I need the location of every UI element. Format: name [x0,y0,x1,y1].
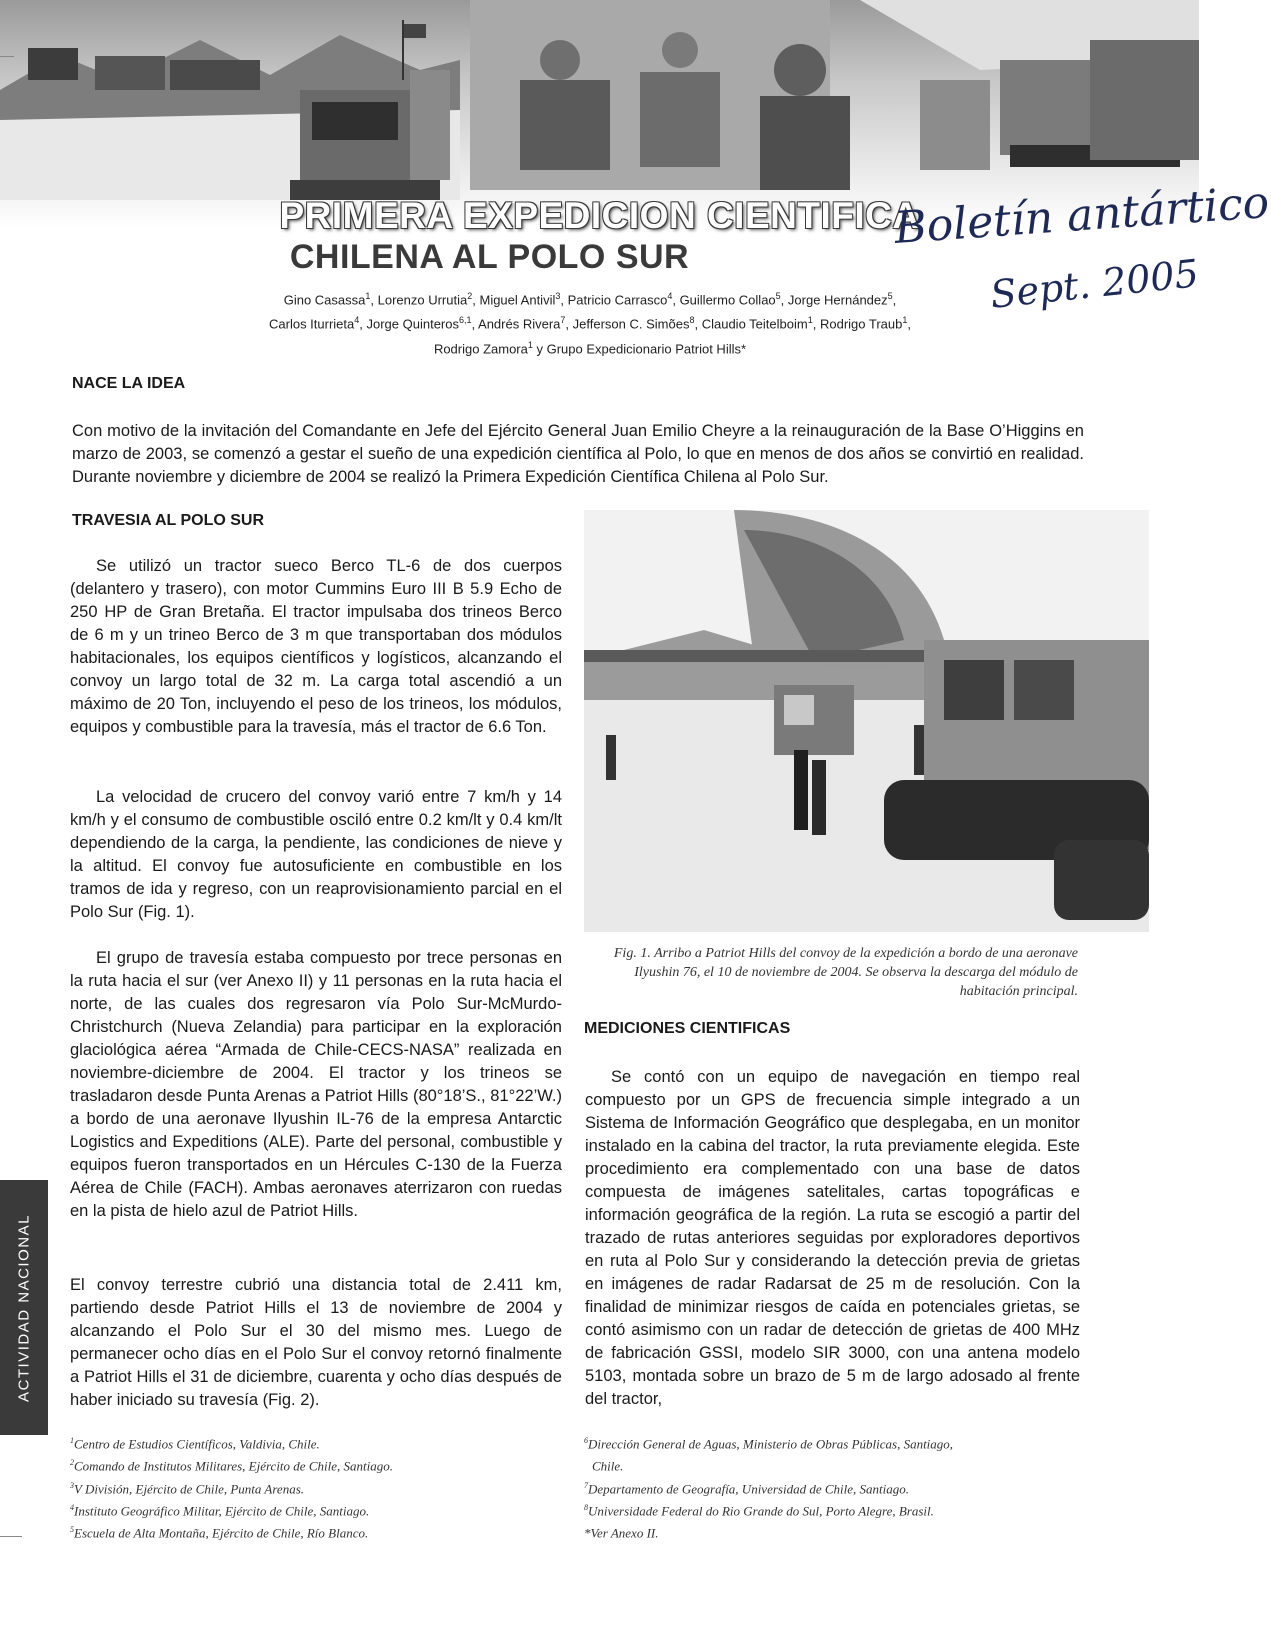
author-name: Andrés Rivera [478,316,561,332]
author-name: Carlos Iturrieta [269,316,355,332]
title-line-1: PRIMERA EXPEDICION CIENTIFICA [279,195,920,236]
footnote-text: Centro de Estudios Científicos, Valdivia, Chile. [74,1436,320,1452]
author-affiliation: 2 [467,291,473,301]
footnotes-left [70,1431,393,1543]
author-affiliation: 5 [887,291,893,301]
footnote-marker: 8 [584,1502,588,1512]
footnote-text: V División, Ejército de Chile, Punta Arenas. [74,1480,305,1496]
author-affiliation: 1 [807,315,813,326]
footnote-marker: 2 [70,1458,74,1468]
aircraft-convoy-illustration [584,510,1149,932]
footnote-item [70,1498,393,1520]
author-affiliation: 4 [354,315,360,326]
author-affiliation: 1 [902,315,908,326]
travesia-paragraph-1: Se utilizó un tractor sueco Berco TL-6 de dos cuerpos (delantero y trasero), con motor Cummins Euro III B 5.9 Echo de 250 HP de Gran Bretaña. El tractor impulsaba dos trineos Berco de 6 m y un trineo Berco de 3 m que transportaban dos módulos habitacionales, los equipos científicos y logísticos, alcanzando el convoy un largo total de 32 m. La carga total ascendió a un máximo de 20 Ton, incluyendo el peso de los trineos, los módulos, equipos y combustible para la travesía, más el tractor de 6.6 Ton. [70,557,562,736]
author-list [200,286,980,359]
footnote-marker: 6 [584,1436,588,1445]
author-affiliation: 8 [689,315,695,326]
author-name: Jefferson C. Simões [572,316,690,332]
footnote-marker: 1 [70,1436,74,1445]
footnote-item [584,1453,953,1475]
footnote-text: Departamento de Geografía, Universidad de Chile, Santiago. [588,1480,909,1496]
author-group: y Grupo Expedicionario Patriot Hills* [532,340,747,356]
author-line-3 [200,335,980,359]
author-name: Rodrigo Zamora [433,340,528,356]
section-heading-nace: NACE LA IDEA [72,375,186,392]
footnote-text: Escuela de Alta Montaña, Ejército de Chile, Río Blanco. [74,1525,369,1541]
footnotes-right [584,1431,953,1543]
travesia-paragraph-3: El grupo de travesía estaba compuesto por trece personas en la ruta hacia el sur (ver Anexo II) y 11 personas en la ruta hacia el norte, de las cuales dos regresaron vía Polo Sur-McMurdo-Christchurch (Nueva Zelandia) para participar en la exploración glaciológica aérea “Armada de Chile-CECS-NASA” realizada en noviembre-diciembre de 2004. El tractor y los trineos se trasladaron desde Punta Arenas a Patriot Hills (80°18’S., 81°22’W.) a bordo de una aeronave Ilyushin IL-76 de la empresa Antarctic Logistics and Expeditions (ALE). Parte del personal, combustible y equipos fueron transportados en un Hércules C-130 de la Fuerza Aérea de Chile (FACH). Ambas aeronaves aterrizaron con ruedas en la pista de hielo azul de Patriot Hills. [70,949,562,1220]
footnote-text: *Ver Anexo II. [584,1525,659,1541]
crop-mark [0,56,14,57]
travesia-paragraph-4: El convoy terrestre cubrió una distancia total de 2.411 km, partiendo desde Patriot Hills el 13 de noviembre de 2004 y alcanzando el Polo Sur el 30 del mismo mes. Luego de permanecer ocho días en el Polo Sur el convoy retornó finalmente a Patriot Hills el 31 de diciembre, cuarenta y ocho días después de haber iniciado su travesía (Fig. 2). [70,1276,562,1409]
footnote-text: Instituto Geográfico Militar, Ejército de Chile, Santiago. [74,1503,370,1519]
footnote-item [70,1453,393,1475]
author-name: Claudio Teitelboim [701,316,808,332]
footnote-item [70,1431,393,1453]
footnote-text: Dirección General de Aguas, Ministerio de Obras Públicas, Santiago, [588,1436,954,1452]
footnote-item [584,1520,953,1542]
footnote-item [584,1498,953,1520]
footnote-marker: 4 [70,1502,74,1512]
footnote-item [70,1476,393,1498]
figure-1-caption: Fig. 1. Arribo a Patriot Hills del convoy de la expedición a bordo de una aeronave Ilyushin 76, el 10 de noviembre de 2004. Se observa la descarga del módulo de habitación principal. [613,946,1078,999]
author-affiliation: 1 [365,291,371,301]
author-name: Rodrigo Traub [819,316,903,332]
author-name: Jorge Quinteros [366,316,459,332]
author-affiliation: 4 [667,291,673,301]
crop-mark [0,1536,22,1537]
footnote-marker: 3 [70,1480,74,1490]
author-name: Miguel Antivil [479,292,556,308]
footnote-item [584,1476,953,1498]
author-name: Lorenzo Urrutia [377,292,468,308]
footnote-marker: 5 [70,1525,74,1535]
author-name: Guillermo Collao [679,292,776,308]
author-line-1: Gino Casassa$^1$, Lorenzo Urrutia$^2$, Miguel Antivil$^3$, Patricio Carrasco$^4$, Guillermo Collao$^5$, Jorge Hernández$^5$, [283,291,897,308]
footnote-text: Comando de Institutos Militares, Ejército de Chile, Santiago. [74,1458,393,1474]
author-affiliation: 1 [527,339,533,350]
figure-1-photo [584,510,1149,932]
mediciones-paragraph-1: Se contó con un equipo de navegación en tiempo real compuesto por un GPS de frecuencia simple integrado a un Sistema de Información Geográfico que desplegaba, en un monitor instalado en la cabina del tractor, la ruta previamente elegida. Este procedimiento era complementado con una base de datos compuesta de imágenes satelitales, cartas topográficas e información geográfica de la región. La ruta se escogió a partir del trazado de rutas anteriores seguidas por exploradores deportivos en ruta al Polo Sur y considerando la detección previa de grietas en imágenes de radar Radarsat de 25 m de resolución. Con la finalidad de minimizar riesgos de caída en potenciales grietas, se contó asimismo con un radar de detección de grietas de 400 MHz de fabricación GSSI, modelo SIR 3000, con una antena modelo 5103, montada sobre un brazo de 5 m de largo adosado al frente del tractor, [585,1068,1080,1408]
section-heading-mediciones: MEDICIONES CIENTIFICAS [584,1020,791,1037]
side-tab-label: ACTIVIDAD NACIONAL [15,1214,33,1402]
author-affiliation: 3 [555,291,561,301]
footnote-text: Universidade Federal do Rio Grande do Sul, Porto Alegre, Brasil. [588,1503,934,1519]
author-name: Jorge Hernández [787,292,888,308]
title-line-2: CHILENA AL POLO SUR [289,238,690,276]
section-heading-travesia: TRAVESIA AL POLO SUR [72,512,265,529]
section-side-tab [0,1180,48,1435]
author-affiliation: 5 [775,291,781,301]
handwritten-note-line-1: Boletín antártico [892,176,1271,255]
footnote-text: Chile. [592,1458,624,1474]
footnote-marker: 7 [584,1480,588,1490]
author-affiliation: 6,1 [459,315,472,326]
footnote-item [584,1431,953,1453]
footnote-item [70,1520,393,1542]
author-name: Gino Casassa [283,292,366,308]
author-name: Patricio Carrasco [567,292,668,308]
handwritten-note-line-2: Sept. 2005 [988,251,1201,317]
travesia-paragraph-2: La velocidad de crucero del convoy varió entre 7 km/h y 14 km/h y el consumo de combustible osciló entre 0.2 km/lt y 0.4 km/lt dependiendo de la carga, la pendiente, las condiciones de nieve y la altitud. El convoy fue autosuficiente en combustible en los tramos de ida y regreso, con un reaprovisionamiento parcial en el Polo Sur (Fig. 1). [70,788,562,921]
author-line-2: Carlos Iturrieta$^4$, Jorge Quinteros$^{6,1}$, Andrés Rivera$^7$, Jefferson C. Simões$^8$, Claudio Teitelboim$^1$, Rodrigo Traub$^1$, [269,315,911,332]
intro-paragraph: Con motivo de la invitación del Comandante en Jefe del Ejército General Juan Emilio Cheyre a la reinauguración de la Base O’Higgins en marzo de 2003, se comenzó a gestar el sueño de una expedición científica al Polo, lo que en menos de dos años se convirtió en realidad. Durante noviembre y diciembre de 2004 se realizó la Primera Expedición Científica Chilena al Polo Sur. [72,422,1084,486]
author-affiliation: 7 [560,315,566,326]
